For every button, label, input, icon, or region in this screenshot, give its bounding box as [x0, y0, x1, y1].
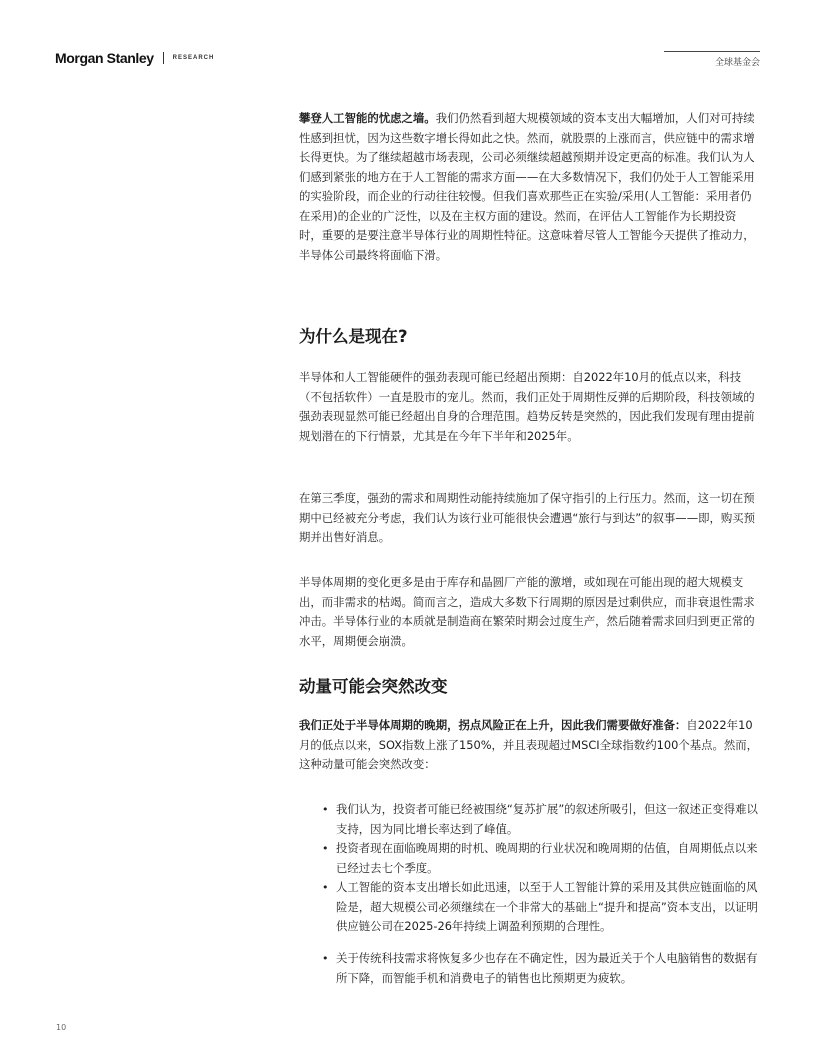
momentum-bullets-b [299, 949, 759, 988]
report-title: 全球基金会 [714, 58, 760, 68]
momentum-bullets-a [299, 800, 759, 937]
page-number: 10 [56, 1023, 67, 1032]
intro-block [299, 109, 759, 265]
list-item: • 投资者现在面临晚周期的时机、晚周期的行业状况和晚周期的估值，自周期低点以来已经过去七个季度。 [336, 839, 759, 878]
momentum-bold-lead: 我们正处于半导体周期的晚期，拐点风险正在上升，因此我们需要做好准备： [299, 718, 687, 732]
momentum-lead-block [299, 716, 759, 775]
header-report [664, 51, 760, 68]
why-now-p1-block [299, 368, 759, 446]
intro-text: 我们仍然看到超大规模领域的资本支出大幅增加，人们对可持续性感到担忧，因为这些数字增长得如此之快。然而，就股票的上涨而言，供应链中的需求增长得更快。为了继续超越市场表现，公司必须继续超越预期并设定更高的标准。我们认为人们感到紧张的地方在于人工智能的需求方面——在大多数情况下，我们仍处于人工智能采用的实验阶段，而企业的行动往往较慢。但我们喜欢那些正在实验/采用(人工智能：采用者仍在采用)的企业的广泛性，以及在主权方面的建设。然而，在评估人工智能作为长期投资时，重要的是要注意半导体行业的周期性特征。这意味着尽管人工智能今天提供了推动力，半导体公司最终将面临下滑。 [299, 111, 755, 262]
why-now-p2-block [299, 489, 759, 548]
why-now-p3-block [299, 573, 759, 651]
section-heading-momentum: 动量可能会突然改变 [299, 677, 448, 696]
intro-bold-lead: 攀登人工智能的忧虑之墙。 [299, 111, 436, 125]
list-item: • 人工智能的资本支出增长如此迅速，以至于人工智能计算的采用及其供应链面临的风险是，超大规模公司必须继续在一个非常大的基础上“提升和提高”资本支出，以证明供应链公司在2025-26年持续上调盈利预期的合理性。 [336, 878, 759, 937]
morgan-stanley-logo: Morgan Stanley [55, 50, 154, 66]
list-item: • 关于传统科技需求将恢复多少也存在不确定性，因为最近关于个人电脑销售的数据有所下降，而智能手机和消费电子的销售也比预期更为疲软。 [336, 949, 759, 988]
section-why-now [299, 326, 759, 348]
why-now-paragraph-1: 半导体和人工智能硬件的强劲表现可能已经超出预期：自2022年10月的低点以来，科技（不包括软件）一直是股市的宠儿。然而，我们正处于周期性反弹的后期阶段，科技领域的强劲表现显然可能已经超出自身的合理范围。趋势反转是突然的，因此我们发现有理由提前规划潜在的下行情景，尤其是在今年下半年和2025年。 [299, 370, 755, 443]
intro-paragraph [299, 109, 759, 265]
bullet-list [299, 800, 759, 937]
header-brand [55, 50, 214, 66]
research-label: RESEARCH [172, 55, 215, 61]
header-divider [163, 52, 164, 64]
section-momentum [299, 676, 759, 698]
header-rule [664, 51, 760, 52]
section-heading-why-now: 为什么是现在? [299, 327, 408, 346]
bullet-list [299, 949, 759, 988]
momentum-lead-text: 自2022年10月的低点以来，SOX指数上涨了150%，并且表现超过MSCI全球指数约100个基点。然而，这种动量可能会突然改变： [299, 718, 759, 771]
why-now-paragraph-2: 在第三季度，强劲的需求和周期性动能持续施加了保守指引的上行压力。然而，这一切在预期中已经被充分考虑，我们认为该行业可能很快会遭遇“旅行与到达”的叙事——即，购买预期并出售好消息。 [299, 491, 756, 544]
list-item: • 我们认为，投资者可能已经被围绕“复苏扩展”的叙述所吸引，但这一叙述正变得难以支持，因为同比增长率达到了峰值。 [336, 800, 759, 839]
why-now-paragraph-3: 半导体周期的变化更多是由于库存和晶圆厂产能的激增，或如现在可能出现的超大规模支出，而非需求的枯竭。简而言之，造成大多数下行周期的原因是过剩供应，而非衰退性需求冲击。半导体行业的本质就是制造商在繁荣时期会过度生产，然后随着需求回归到更正常的水平，周期便会崩溃。 [299, 575, 755, 648]
momentum-lead-paragraph [299, 716, 759, 775]
